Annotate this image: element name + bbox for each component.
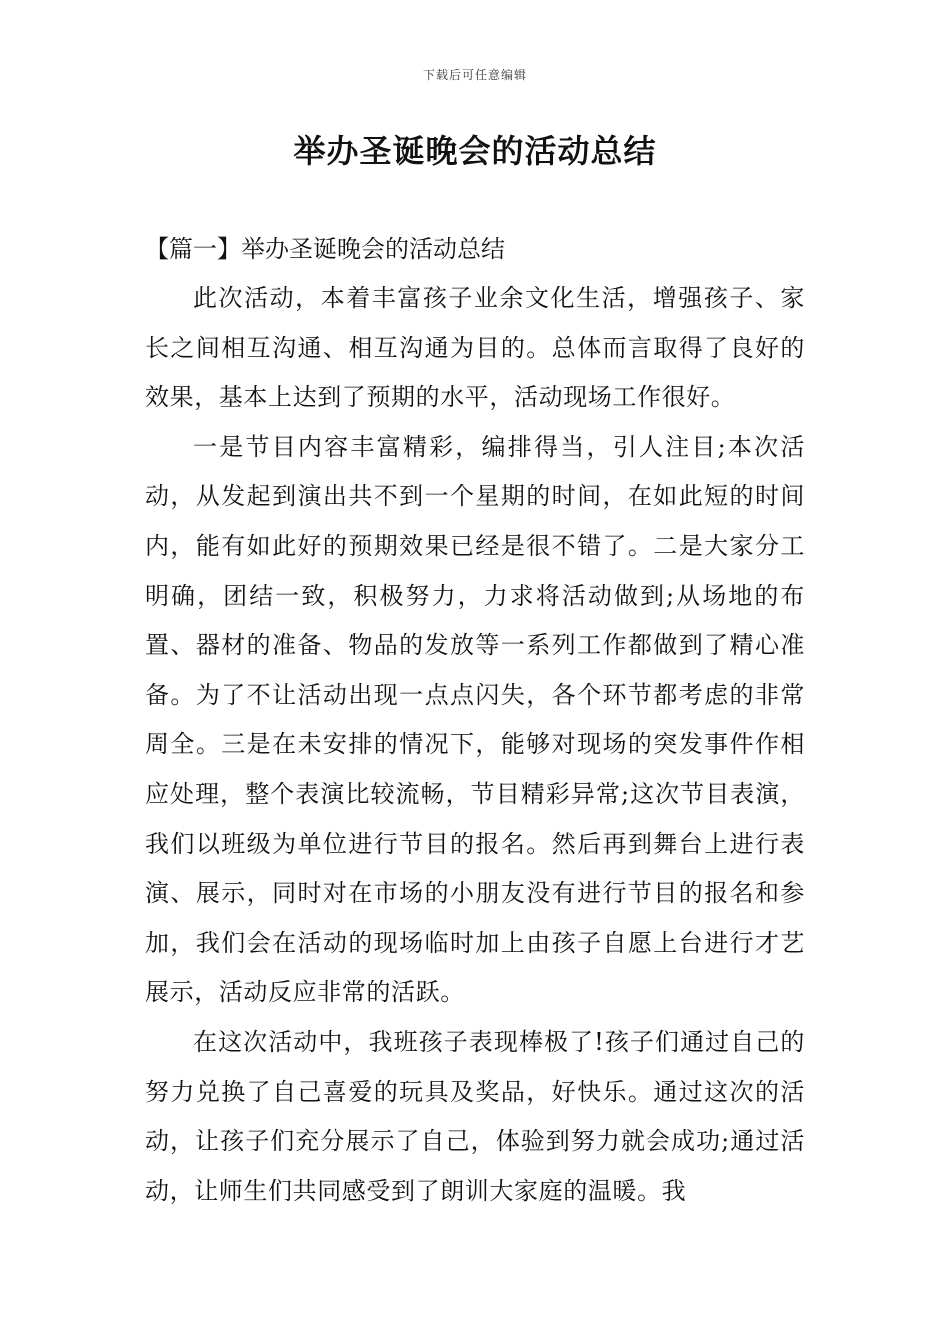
document-title: 举办圣诞晚会的活动总结 [293,132,657,170]
header-note: 下载后可任意编辑 [422,68,527,82]
paragraph-2: 一是节目内容丰富精彩，编排得当，引人注目;本次活动，从发起到演出共不到一个星期的时间，在如此短的时间内，能有如此好的预期效果已经是很不错了。二是大家分工明确，团结一致，积极努力，力求将活动做到;从场地的布置、器材的准备、物品的发放等一系列工作都做到了精心准备。为了不让活动出现一点点闪失，各个环节都考虑的非常周全。三是在未安排的情况下，能够对现场的突发事件作相应处理，整个表演比较流畅，节目精彩异常;这次节目表演，我们以班级为单位进行节目的报名。然后再到舞台上进行表演、展示，同时对在市场的小朋友没有进行节目的报名和参加，我们会在活动的现场临时加上由孩子自愿上台进行才艺展示，活动反应非常的活跃。 [145,432,805,1007]
section-heading: 【篇一】举办圣诞晚会的活动总结 [145,235,505,263]
document-body [145,224,805,1216]
paragraph-3: 在这次活动中，我班孩子表现棒极了!孩子们通过自己的努力兑换了自己喜爱的玩具及奖品，好快乐。通过这次的活动，让孩子们充分展示了自己，体验到努力就会成功;通过活动，让师生们共同感受到了朗训大家庭的温暖。我 [145,1027,805,1205]
paragraph-1: 此次活动，本着丰富孩子业余文化生活，增强孩子、家长之间相互沟通、相互沟通为目的。总体而言取得了良好的效果，基本上达到了预期的水平，活动现场工作很好。 [145,284,805,412]
